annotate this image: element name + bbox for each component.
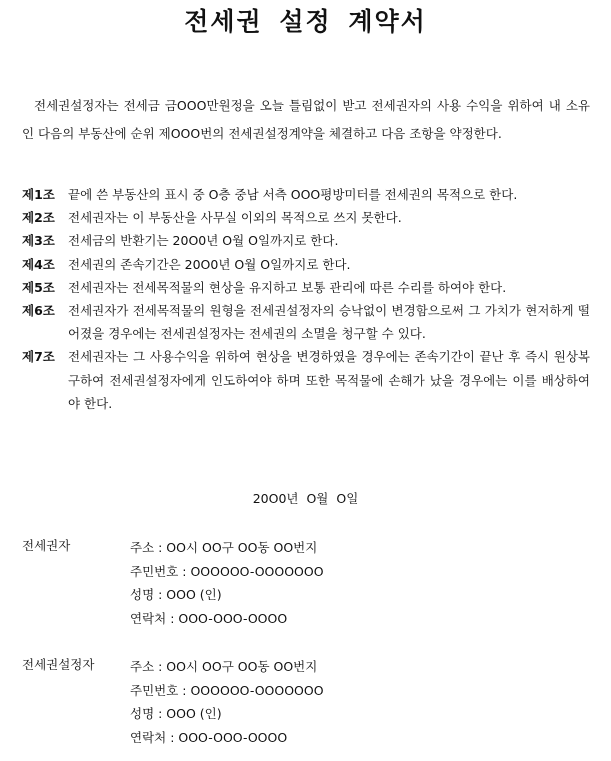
article-1 bbox=[22, 183, 590, 206]
article-4 bbox=[22, 253, 590, 276]
article-text: 전세권의 존속기간은 20O0년 O월 O일까지로 한다. bbox=[68, 256, 351, 272]
article-text: 전세권자는 이 부동산을 사무실 이외의 목적으로 쓰지 못한다. bbox=[68, 210, 402, 226]
party-role: 전세권자 bbox=[22, 538, 71, 553]
article-number: 제4조 bbox=[22, 256, 55, 272]
article-text: 전세권자는 전세목적물의 현상을 유지하고 보통 관리에 따른 수리를 하여야 한다. bbox=[68, 279, 507, 295]
party-name: 성명 : OOO (인) bbox=[130, 587, 222, 603]
party-address: 주소 : OO시 OO구 OO동 OO번지 bbox=[130, 659, 318, 674]
document-title: 전세권 설정 계약서 bbox=[184, 7, 427, 36]
article-number: 제7조 bbox=[22, 349, 55, 365]
article-text: 끝에 쓴 부동산의 표시 중 O층 중남 서측 OOO평방미터를 전세권의 목적으로 한다. bbox=[68, 187, 518, 202]
contract-date: 20O0년 O월 O일 bbox=[252, 491, 359, 506]
party-id-number: 주민번호 : OOOOOO-OOOOOOO bbox=[130, 563, 324, 579]
article-text: 전세권자가 전세목적물의 원형을 전세권설정자의 승낙없이 변경함으로써 그 가치가 현저하게 떨어졌을 경우에는 전세권설정자는 전세권의 소멸을 청구할 수 있다. bbox=[68, 303, 590, 342]
party-role: 전세권설정자 bbox=[22, 657, 95, 672]
article-text: 전세권자는 그 사용수익을 위하여 현상을 변경하였을 경우에는 존속기간이 끝난 후 즉시 원상복구하여 전세권설정자에게 인도하여야 하며 또한 목적물에 손해가 났을 경우에는 이를 배상하여야 한다. bbox=[68, 349, 590, 411]
article-text: 전세금의 반환기는 20O0년 O월 O일까지로 한다. bbox=[68, 233, 339, 249]
article-number: 제3조 bbox=[22, 233, 55, 249]
article-2 bbox=[22, 206, 590, 229]
article-6 bbox=[22, 299, 590, 345]
article-number: 제5조 bbox=[22, 279, 55, 295]
party-name: 성명 : OOO (인) bbox=[130, 706, 222, 722]
party-contact: 연락처 : OOO-OOO-OOOO bbox=[130, 729, 288, 745]
party-address: 주소 : OO시 OO구 OO동 OO번지 bbox=[130, 540, 318, 555]
party-contact: 연락처 : OOO-OOO-OOOO bbox=[130, 610, 288, 626]
article-number: 제2조 bbox=[22, 210, 55, 226]
party-fields bbox=[130, 536, 324, 630]
article-5 bbox=[22, 276, 590, 299]
party-id-number: 주민번호 : OOOOOO-OOOOOOO bbox=[130, 682, 324, 698]
article-list bbox=[22, 183, 590, 415]
article-3 bbox=[22, 229, 590, 252]
party-fields bbox=[130, 655, 324, 749]
article-number: 제6조 bbox=[22, 303, 55, 319]
article-number: 제1조 bbox=[22, 187, 55, 202]
preamble-paragraph: 전세권설정자는 전세금 금OOO만원정을 오늘 틀림없이 받고 전세권자의 사용 수익을 위하여 내 소유인 다음의 부동산에 순위 제OOO번의 전세권설정계약을 체결하고 다음 조항을 약정한다. bbox=[22, 98, 590, 141]
article-7 bbox=[22, 345, 590, 415]
